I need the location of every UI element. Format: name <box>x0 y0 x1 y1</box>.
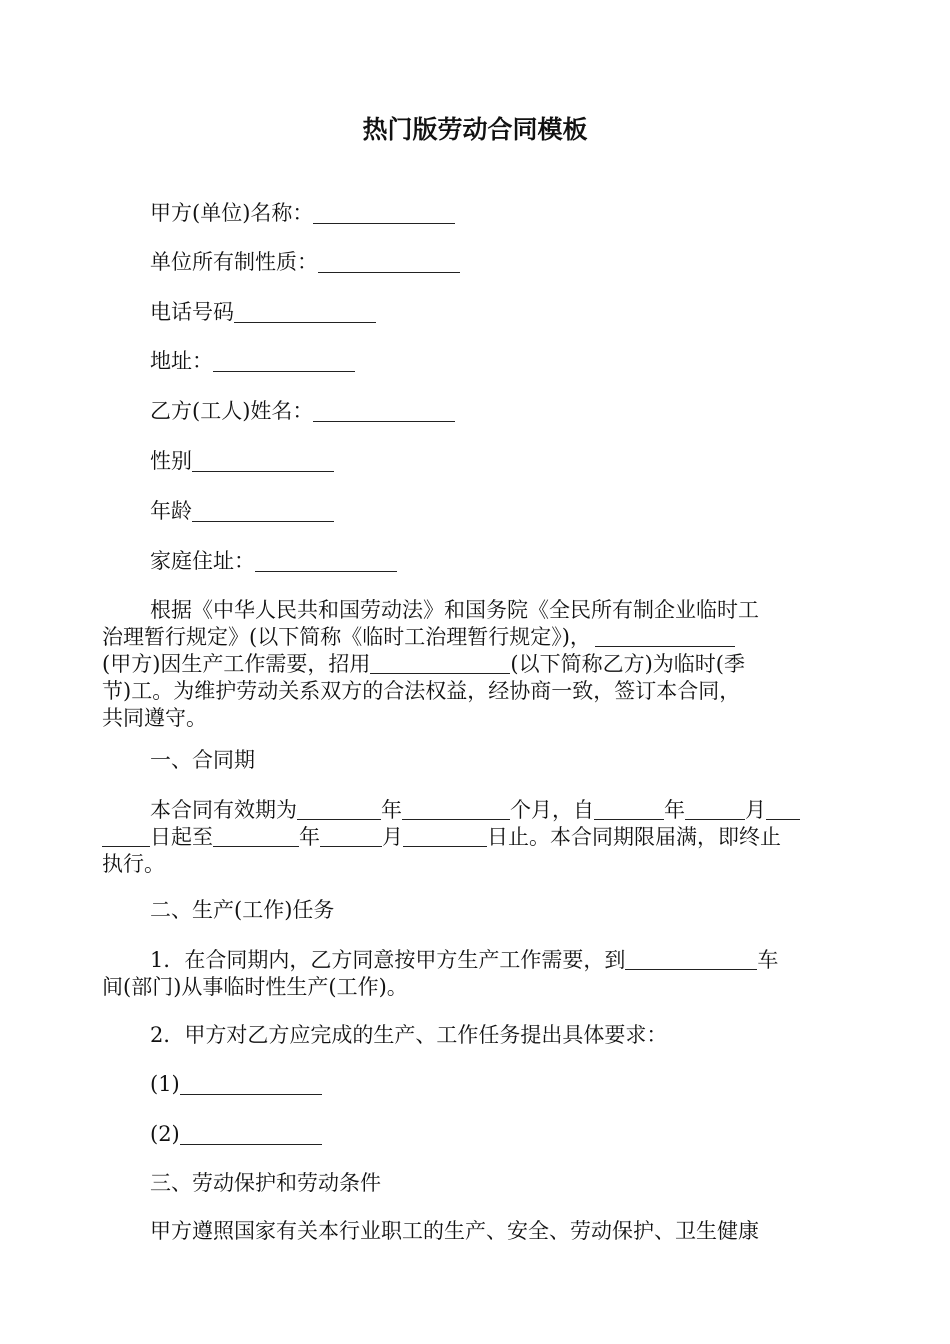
home-address-blank <box>255 549 397 572</box>
term-line-1 <box>102 796 848 824</box>
intro-line-2-text: 治理暂行规定》(以下简称《临时工治理暂行规定》)， <box>102 625 591 649</box>
gender-label: 性别 <box>150 449 192 473</box>
term-text-a: 本合同有效期为 <box>150 798 297 822</box>
end-year-blank <box>213 826 299 847</box>
term-months-blank <box>402 799 510 820</box>
end-day-blank <box>403 826 487 847</box>
intro-line-1: 根据《中华人民共和国劳动法》和国务院《全民所有制企业临时工 <box>150 598 759 622</box>
section-3-heading: 三、劳动保护和劳动条件 <box>150 1171 381 1195</box>
phone-blank <box>234 300 376 323</box>
term-text-g: 年 <box>299 825 320 849</box>
task-sub-1 <box>150 1069 322 1099</box>
task-text-a: 1．在合同期内，乙方同意按甲方生产工作需要，到 <box>150 948 626 972</box>
task-sub-2-blank <box>180 1122 322 1145</box>
gender-blank <box>192 449 334 472</box>
term-text-e: 月 <box>745 798 766 822</box>
end-month-blank <box>320 826 382 847</box>
age-field <box>150 496 334 526</box>
term-text-h: 月 <box>382 825 403 849</box>
address-label: 地址： <box>150 349 213 373</box>
task-line-1 <box>102 946 848 974</box>
gender-field <box>150 446 334 476</box>
term-text-b: 年 <box>381 798 402 822</box>
party-a-name-blank <box>313 201 455 224</box>
employee-blank <box>370 653 510 674</box>
intro-line-5: 共同遵守。 <box>102 706 207 730</box>
section-1-heading: 一、合同期 <box>150 748 255 772</box>
party-b-name-label: 乙方(工人)姓名： <box>150 399 314 423</box>
task-sub-2 <box>150 1119 322 1149</box>
ownership-label: 单位所有制性质： <box>150 250 318 274</box>
start-day-blank-b <box>102 826 150 847</box>
address-field <box>150 346 355 376</box>
party-b-name-field <box>150 396 455 426</box>
term-text-d: 年 <box>664 798 685 822</box>
phone-label: 电话号码 <box>150 300 234 324</box>
party-a-name-field <box>150 198 455 228</box>
term-text-i: 日止。本合同期限届满，即终止 <box>487 825 781 849</box>
start-year-blank <box>594 799 664 820</box>
intro-line-3 <box>102 650 848 678</box>
workshop-blank <box>625 949 757 970</box>
intro-line-2 <box>102 623 848 651</box>
age-label: 年龄 <box>150 499 192 523</box>
task-sub-1-label: (1) <box>150 1072 180 1096</box>
start-day-blank-a <box>766 799 800 820</box>
task-item-2: 2．甲方对乙方应完成的生产、工作任务提出具体要求： <box>150 1023 668 1047</box>
term-line-3: 执行。 <box>102 852 165 876</box>
term-text-c: 个月，自 <box>510 798 594 822</box>
ownership-field <box>150 247 460 277</box>
intro-line-3-text-a: (甲方)因生产工作需要，招用 <box>102 652 371 676</box>
home-address-field <box>150 546 397 576</box>
phone-field <box>150 297 376 327</box>
task-sub-2-label: (2) <box>150 1122 180 1146</box>
task-sub-1-blank <box>180 1072 322 1095</box>
party-b-name-blank <box>313 399 455 422</box>
document-title: 热门版劳动合同模板 <box>362 115 588 144</box>
age-blank <box>192 499 334 522</box>
intro-line-4: 节)工。为维护劳动关系双方的合法权益，经协商一致，签订本合同， <box>102 679 741 703</box>
task-text-b: 车 <box>757 948 779 972</box>
term-years-blank <box>297 799 381 820</box>
section-2-heading: 二、生产(工作)任务 <box>150 898 335 922</box>
ownership-blank <box>318 250 460 273</box>
term-line-2 <box>102 823 848 851</box>
task-line-2: 间(部门)从事临时性生产(工作)。 <box>102 975 408 999</box>
address-blank <box>213 349 355 372</box>
section-3-text: 甲方遵照国家有关本行业职工的生产、安全、劳动保护、卫生健康 <box>150 1219 759 1243</box>
home-address-label: 家庭住址： <box>150 549 255 573</box>
start-month-blank <box>685 799 745 820</box>
party-a-name-label: 甲方(单位)名称： <box>150 201 314 225</box>
employer-blank <box>595 626 735 647</box>
term-text-f: 日起至 <box>150 825 213 849</box>
intro-line-3-text-b: (以下简称乙方)为临时(季 <box>510 652 745 676</box>
